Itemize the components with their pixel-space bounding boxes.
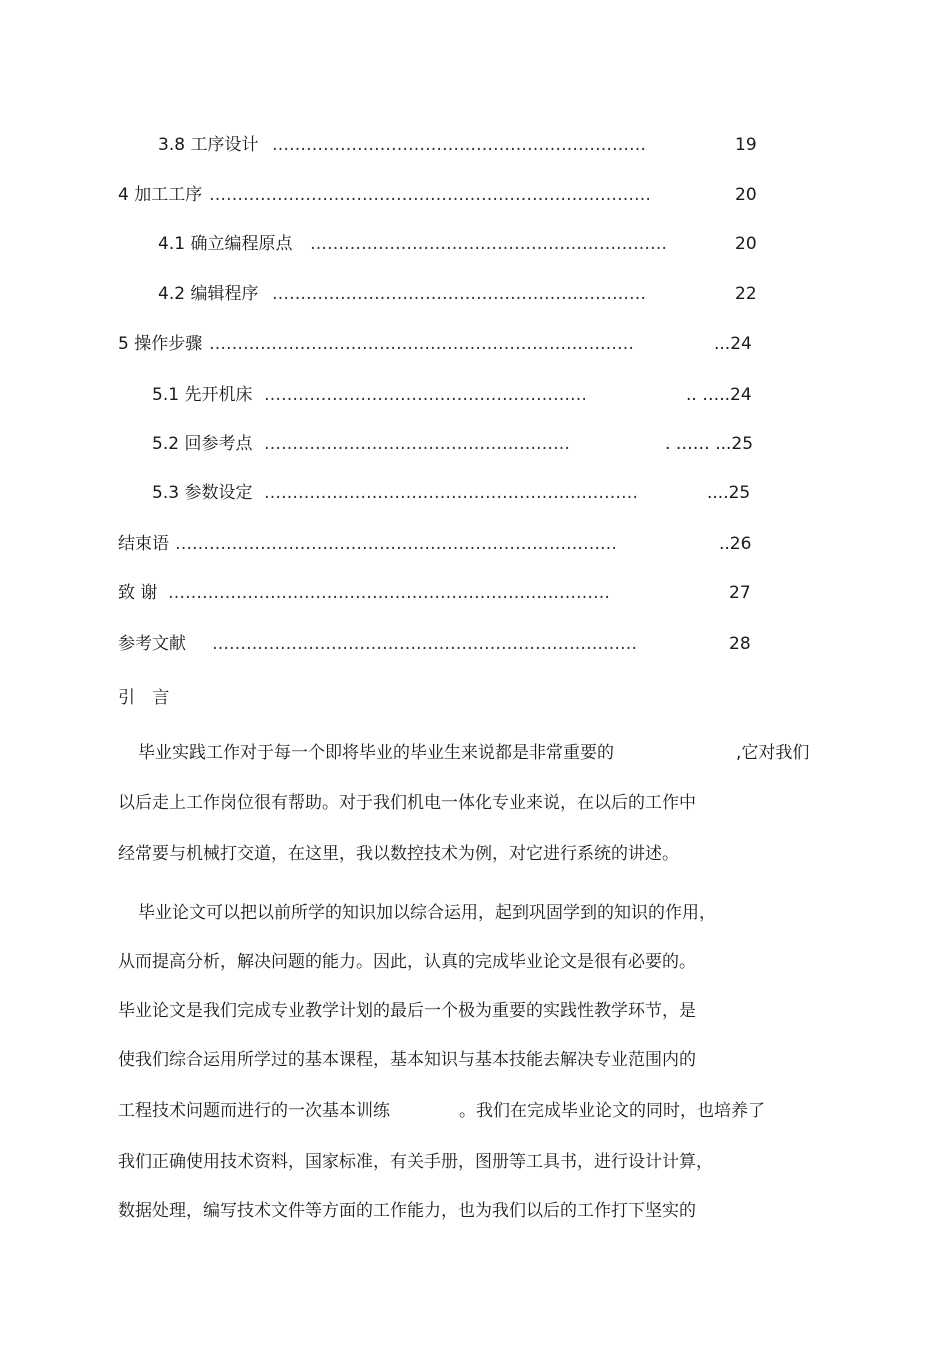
toc-entry-leader: …………………………………………………………………… <box>175 534 617 554</box>
paragraph-line: 毕业论文是我们完成专业教学计划的最后一个极为重要的实践性教学环节，是 <box>118 1001 696 1021</box>
toc-entry-title: 5 操作步骤 <box>118 334 203 354</box>
toc-entry-page: . …… ...25 <box>665 434 754 454</box>
paragraph-line: 从而提高分析，解决问题的能力。因此，认真的完成毕业论文是很有必要的。 <box>118 952 696 972</box>
toc-entry[interactable] <box>0 232 950 256</box>
toc-entry-page: 28 <box>729 634 751 654</box>
paragraph-line: 经常要与机械打交道，在这里，我以数控技术为例，对它进行系统的讲述。 <box>118 844 679 864</box>
toc-entry[interactable] <box>0 481 950 505</box>
toc-entry-page: .. …..24 <box>686 385 752 405</box>
toc-entry[interactable] <box>0 383 950 407</box>
toc-entry[interactable] <box>0 581 950 605</box>
toc-entry-title: 致 谢 <box>118 583 158 603</box>
toc-entry-leader: ………………………………………………… <box>264 385 587 405</box>
toc-entry-leader: …………………………………………………………………… <box>168 583 610 603</box>
toc-entry-page: ...24 <box>714 334 752 354</box>
toc-entry[interactable] <box>0 332 950 356</box>
paragraph-line: 数据处理，编写技术文件等方面的工作能力，也为我们以后的工作打下坚实的 <box>118 1201 696 1221</box>
toc-entry[interactable] <box>0 632 950 656</box>
toc-entry-title: 参考文献 <box>118 634 186 654</box>
toc-entry-title: 3.8 工序设计 <box>158 135 259 155</box>
toc-entry-leader: ………………………………………………………… <box>264 483 638 503</box>
toc-entry[interactable] <box>0 183 950 207</box>
toc-entry-title: 4.2 编辑程序 <box>158 284 259 304</box>
paragraph-line: 工程技术问题而进行的一次基本训练 <box>118 1101 390 1121</box>
toc-entry-leader: ………………………………………………………… <box>272 135 646 155</box>
paragraph-line: 。我们在完成毕业论文的同时，也培养了 <box>459 1101 765 1121</box>
toc-entry-leader: ………………………………………………………………… <box>212 634 637 654</box>
toc-entry-leader: ………………………………………………………………… <box>209 334 634 354</box>
paragraph-line: 毕业实践工作对于每一个即将毕业的毕业生来说都是非常重要的 <box>138 743 614 763</box>
toc-entry-leader: ……………………………………………………… <box>310 234 667 254</box>
toc-entry-title: 5.1 先开机床 <box>152 385 253 405</box>
toc-entry-page: 20 <box>735 234 757 254</box>
paragraph-line: 以后走上工作岗位很有帮助。对于我们机电一体化专业来说，在以后的工作中 <box>118 793 696 813</box>
toc-entry-page: ....25 <box>707 483 751 503</box>
paragraph-line: 使我们综合运用所学过的基本课程，基本知识与基本技能去解决专业范围内的 <box>118 1050 696 1070</box>
toc-entry[interactable] <box>0 432 950 456</box>
paragraph-line: ,它对我们 <box>736 743 810 763</box>
toc-entry-page: 22 <box>735 284 757 304</box>
toc-entry-leader: ……………………………………………… <box>264 434 570 454</box>
toc-entry-title: 结束语 <box>118 534 169 554</box>
toc-entry-leader: ………………………………………………………… <box>272 284 646 304</box>
toc-entry-page: 20 <box>735 185 757 205</box>
toc-entry[interactable] <box>0 133 950 157</box>
toc-entry[interactable] <box>0 282 950 306</box>
toc-entry-page: ..26 <box>719 534 752 554</box>
toc-entry-page: 27 <box>729 583 751 603</box>
paragraph-line: 我们正确使用技术资料，国家标准，有关手册，图册等工具书，进行设计计算， <box>118 1152 713 1172</box>
section-heading: 引 言 <box>118 688 176 708</box>
toc-entry-title: 5.3 参数设定 <box>152 483 253 503</box>
toc-entry-title: 5.2 回参考点 <box>152 434 253 454</box>
toc-entry-leader: …………………………………………………………………… <box>209 185 651 205</box>
toc-entry-title: 4.1 确立编程原点 <box>158 234 293 254</box>
toc-entry[interactable] <box>0 532 950 556</box>
toc-entry-page: 19 <box>735 135 757 155</box>
paragraph-line: 毕业论文可以把以前所学的知识加以综合运用，起到巩固学到的知识的作用， <box>138 903 716 923</box>
toc-entry-title: 4 加工工序 <box>118 185 203 205</box>
